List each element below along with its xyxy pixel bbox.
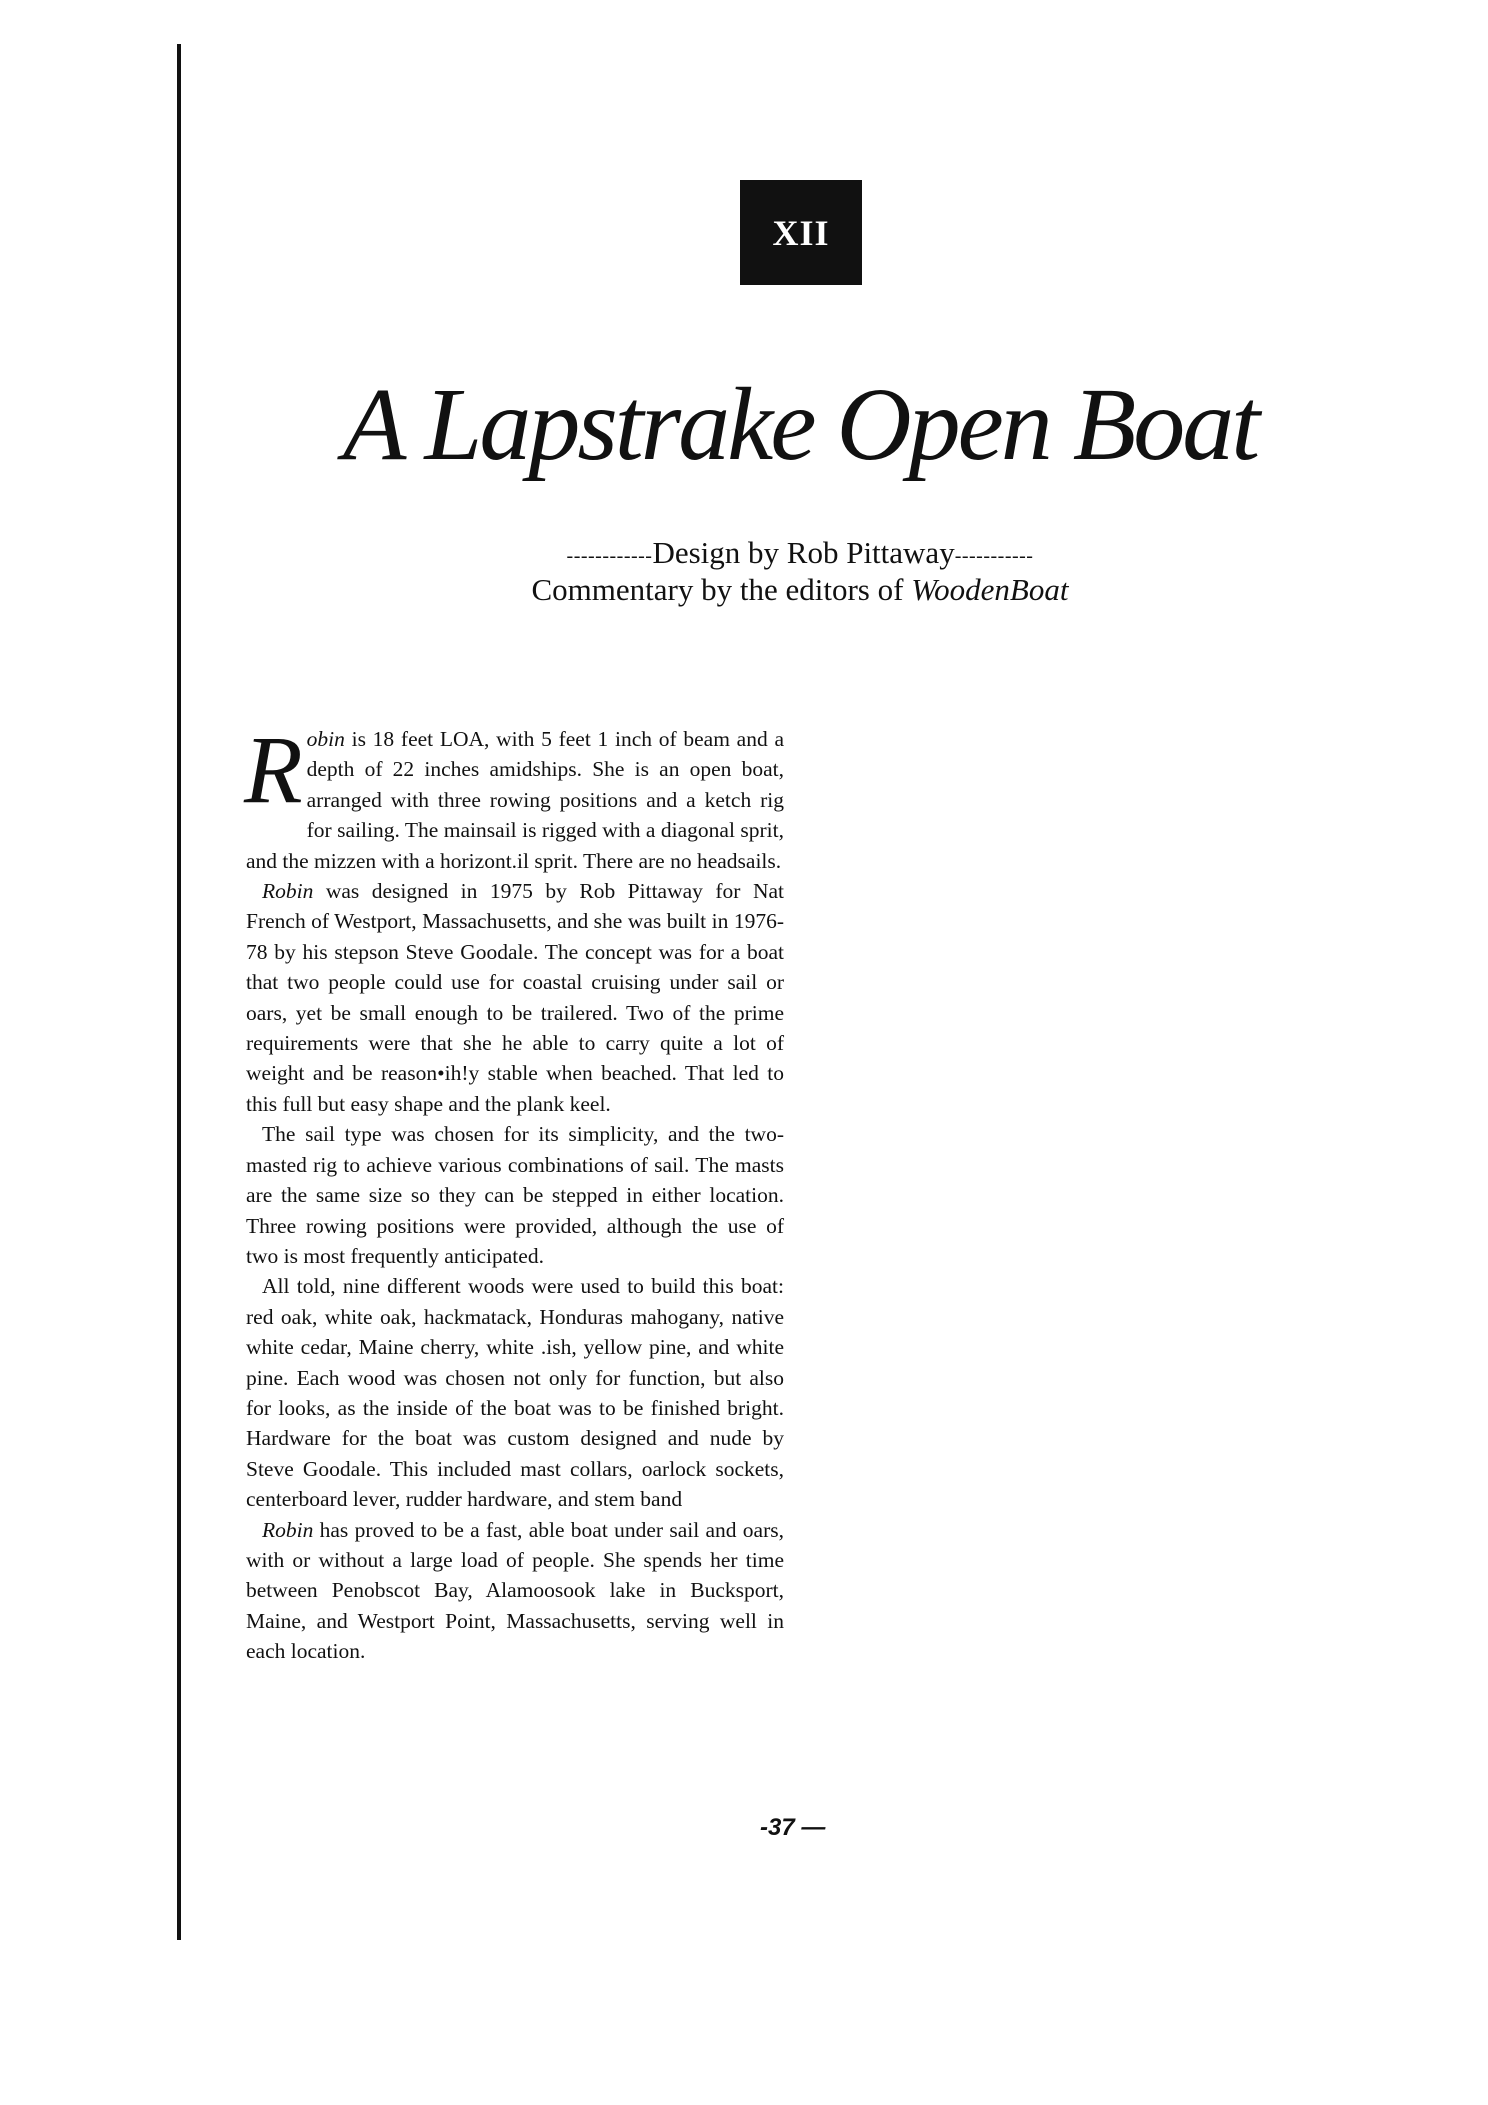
- chapter-numeral: XII: [772, 212, 830, 253]
- body-paragraph: [246, 1515, 784, 1667]
- chapter-number-badge: [740, 180, 862, 285]
- drop-cap: R: [244, 716, 303, 823]
- paragraph-text: was designed in 1975 by Rob Pittaway for Nat French of Westport, Massachusetts, and she was built in 1976-78 by his stepson Steve Goodale. The concept was for a boat that two people could use for coastal cruising under sail or oars, yet be small enough to be trailered. Two of the prime requirements were that she he able to carry quite a lot of weight and be reason•ih!y stable when beached. That led to this full but easy shape and the plank keel.: [246, 879, 784, 1116]
- paragraph-text: All told, nine different woods were used to build this boat: red oak, white oak, hackmatack, Honduras mahogany, native white cedar, Maine cherry, white .ish, yellow pine, and white pine. Each wood was chosen not only for function, but also for looks, as the inside of the boat was to be finished bright. Hardware for the boat was custom designed and nude by Steve Goodale. This included mast collars, oarlock sockets, centerboard lever, rudder hardware, and stem band: [246, 1274, 784, 1512]
- body-paragraph: [246, 1119, 784, 1271]
- article-title: A Lapstrake Open Boat: [342, 367, 1258, 482]
- margin-rule: [177, 44, 181, 1940]
- body-paragraph: [244, 716, 784, 876]
- page-number: -37 —: [760, 1814, 826, 1841]
- boat-name: Robin: [262, 879, 314, 904]
- paragraph-text: is 18 feet LOA, with 5 feet 1 inch of beam and a depth of 22 inches amidships. She is an open boat, arranged with three rowing positions and a ketch rig for sailing. The mainsail is rigged with a diagonal sprit, and the mizzen with a horizont.il sprit. There are no headsails.: [246, 727, 784, 873]
- byline: [420, 536, 1180, 607]
- paragraph-text: The sail type was chosen for its simplicity, and the two-masted rig to achieve various combinations of sail. The masts are the same size so they can be stepped in either location. Three rowing positions were provided, although the use of two is most frequently anticipated.: [246, 1122, 784, 1268]
- commentary-line: [420, 573, 1180, 607]
- designer-credit: Design by Rob Pittaway: [652, 535, 955, 570]
- body-paragraph: [246, 876, 784, 1119]
- paragraph-text: has proved to be a fast, able boat under sail and oars, with or without a large load of people. She spends her time between Penobscot Bay, Alamoosook lake in Bucksport, Maine, and Westport Point, Massachusetts, serving well in each location.: [246, 1517, 784, 1664]
- trailing-dashes: -----------: [954, 544, 1034, 567]
- leading-dashes: ------------: [566, 544, 653, 567]
- body-paragraph: [246, 1271, 784, 1514]
- boat-name: obin: [306, 727, 345, 751]
- article-body: [244, 716, 784, 1667]
- designer-line: [420, 536, 1180, 573]
- publication-name: WoodenBoat: [911, 571, 1069, 607]
- boat-name: Robin: [262, 1517, 314, 1542]
- commentary-credit: Commentary by the editors of: [531, 571, 912, 607]
